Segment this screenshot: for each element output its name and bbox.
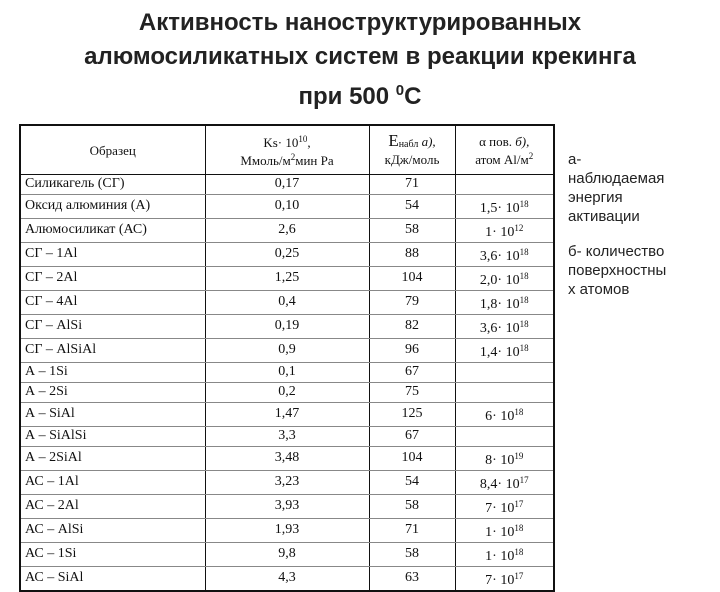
cell-sample: СГ – AlSi <box>20 314 205 338</box>
cell-alpha-mantissa: 8,4· 10 <box>479 476 520 492</box>
cell-ks: 0,4 <box>205 290 369 314</box>
cell-alpha-exponent: 18 <box>514 546 524 557</box>
cell-alpha-exponent: 18 <box>514 406 524 417</box>
cell-alpha <box>455 518 554 542</box>
table-row <box>20 338 554 362</box>
cell-alpha <box>455 566 554 591</box>
footnote-line: наблюдаемая <box>568 170 665 187</box>
cell-alpha-exponent: 18 <box>519 246 529 257</box>
cell-ks: 3,3 <box>205 426 369 446</box>
cell-sample: АС – 2Al <box>20 494 205 518</box>
header-alpha-sub: пов. <box>485 133 513 149</box>
cell-alpha-exponent: 18 <box>519 318 529 329</box>
title-line-1: Активность наноструктурированных <box>138 9 582 36</box>
cell-ks: 2,6 <box>205 218 369 242</box>
cell-e: 63 <box>369 566 455 591</box>
cell-alpha-exponent: 18 <box>519 294 529 305</box>
cell-e: 67 <box>369 426 455 446</box>
header-ks-unit-rest: мин Ра <box>295 153 334 168</box>
cell-ks: 1,47 <box>205 402 369 426</box>
cell-sample: АС – AlSi <box>20 518 205 542</box>
table-row <box>20 382 554 402</box>
title-line-3-sup: 0 <box>395 82 405 99</box>
footnote-line: б- количество <box>568 243 665 260</box>
cell-sample: А – SiAlSi <box>20 426 205 446</box>
cell-sample: СГ – 4Al <box>20 290 205 314</box>
table-row <box>20 314 554 338</box>
cell-alpha-exponent: 12 <box>514 222 524 233</box>
cell-alpha <box>455 382 554 402</box>
header-ks <box>205 125 369 175</box>
cell-ks: 0,2 <box>205 382 369 402</box>
header-ks-main: Ks· 10 <box>263 135 299 150</box>
cell-alpha <box>455 338 554 362</box>
header-ks-unit-exp: 2 <box>290 152 296 162</box>
cell-alpha-mantissa: 1· 10 <box>485 548 515 564</box>
cell-e: 96 <box>369 338 455 362</box>
cell-alpha <box>455 314 554 338</box>
cell-ks: 0,1 <box>205 362 369 382</box>
cell-alpha <box>455 542 554 566</box>
cell-alpha <box>455 402 554 426</box>
table-row <box>20 446 554 470</box>
table-row <box>20 266 554 290</box>
table-row <box>20 542 554 566</box>
cell-sample: А – 1Si <box>20 362 205 382</box>
table-row <box>20 426 554 446</box>
table-row <box>20 566 554 591</box>
table-row <box>20 402 554 426</box>
footnote-line: а- <box>568 151 582 168</box>
footnote-line: х атомов <box>568 281 630 298</box>
cell-ks: 4,3 <box>205 566 369 591</box>
cell-ks: 1,25 <box>205 266 369 290</box>
table-header-row <box>20 125 554 175</box>
cell-sample: А – SiAl <box>20 402 205 426</box>
cell-alpha <box>455 290 554 314</box>
title-line-2: алюмосиликатных систем в реакции крекинга <box>84 43 636 70</box>
cell-sample: А – 2SiAl <box>20 446 205 470</box>
table-row <box>20 470 554 494</box>
cell-e: 104 <box>369 266 455 290</box>
footnotes <box>568 150 718 315</box>
cell-sample: Алюмосиликат (АС) <box>20 218 205 242</box>
header-alpha-letter: α <box>479 133 486 149</box>
cell-alpha-mantissa: 2,0· 10 <box>479 272 520 288</box>
footnote-a <box>568 150 718 226</box>
cell-alpha <box>455 266 554 290</box>
cell-alpha <box>455 446 554 470</box>
header-e <box>369 125 455 175</box>
cell-sample: А – 2Si <box>20 382 205 402</box>
slide-title <box>20 6 700 114</box>
cell-e: 75 <box>369 382 455 402</box>
cell-ks: 3,23 <box>205 470 369 494</box>
cell-alpha-mantissa: 1,4· 10 <box>479 344 520 360</box>
cell-ks: 0,17 <box>205 175 369 195</box>
header-sample-label: Образец <box>89 142 136 158</box>
table-body <box>20 175 554 591</box>
table-row <box>20 494 554 518</box>
footnote-line: энергия <box>568 189 623 206</box>
footnote-line: активации <box>568 208 640 225</box>
cell-e: 71 <box>369 518 455 542</box>
cell-sample: Силикагель (СГ) <box>20 175 205 195</box>
cell-alpha-mantissa: 1,8· 10 <box>479 296 520 312</box>
cell-ks: 1,93 <box>205 518 369 542</box>
table-row <box>20 218 554 242</box>
cell-e: 71 <box>369 175 455 195</box>
cell-alpha-exponent: 18 <box>514 522 524 533</box>
cell-alpha-exponent: 17 <box>514 498 524 509</box>
table-row <box>20 290 554 314</box>
footnote-b <box>568 242 718 299</box>
header-ks-exp: 10 <box>298 134 308 144</box>
table-row <box>20 194 554 218</box>
cell-sample: СГ – 1Al <box>20 242 205 266</box>
cell-alpha-mantissa: 1· 10 <box>485 524 515 540</box>
cell-ks: 0,25 <box>205 242 369 266</box>
cell-e: 82 <box>369 314 455 338</box>
cell-alpha-mantissa: 1· 10 <box>485 224 515 240</box>
header-alpha-unit: атом Al/м <box>475 151 529 167</box>
cell-sample: АС – 1Al <box>20 470 205 494</box>
cell-alpha <box>455 175 554 195</box>
cell-alpha-mantissa: 3,6· 10 <box>479 248 520 264</box>
cell-e: 104 <box>369 446 455 470</box>
header-alpha-unit-exp: 2 <box>528 150 534 161</box>
cell-alpha-mantissa: 6· 10 <box>485 408 515 424</box>
cell-sample: СГ – AlSiAl <box>20 338 205 362</box>
header-ks-unit: Ммоль/м <box>240 153 291 168</box>
cell-e: 79 <box>369 290 455 314</box>
footnote-line: поверхностны <box>568 262 667 279</box>
cell-e: 125 <box>369 402 455 426</box>
cell-alpha <box>455 470 554 494</box>
header-alpha <box>455 125 554 175</box>
cell-alpha-exponent: 18 <box>519 198 529 209</box>
cell-alpha <box>455 426 554 446</box>
cell-sample: АС – SiAl <box>20 566 205 591</box>
table-row <box>20 175 554 195</box>
cell-alpha-exponent: 18 <box>519 342 529 353</box>
title-line-3-prefix: при 500 <box>298 83 396 110</box>
cell-alpha-mantissa: 7· 10 <box>485 500 515 516</box>
cell-alpha <box>455 194 554 218</box>
header-e-note: а), <box>418 134 436 149</box>
cell-alpha-exponent: 19 <box>514 450 524 461</box>
cell-alpha <box>455 242 554 266</box>
cell-ks: 0,19 <box>205 314 369 338</box>
header-alpha-note: б), <box>512 133 530 149</box>
cell-e: 58 <box>369 542 455 566</box>
cell-sample: СГ – 2Al <box>20 266 205 290</box>
header-e-unit: кДж/моль <box>384 152 440 167</box>
table-row <box>20 518 554 542</box>
cell-ks: 9,8 <box>205 542 369 566</box>
cell-e: 88 <box>369 242 455 266</box>
cell-e: 58 <box>369 494 455 518</box>
cell-e: 54 <box>369 470 455 494</box>
cell-alpha-mantissa: 1,5· 10 <box>479 200 520 216</box>
cell-alpha-mantissa: 3,6· 10 <box>479 320 520 336</box>
title-line-3-suffix: С <box>404 83 422 110</box>
catalyst-activity-table <box>19 124 555 592</box>
cell-ks: 0,9 <box>205 338 369 362</box>
cell-sample: Оксид алюминия (А) <box>20 194 205 218</box>
cell-e: 58 <box>369 218 455 242</box>
cell-alpha <box>455 218 554 242</box>
cell-ks: 0,10 <box>205 194 369 218</box>
cell-alpha-mantissa: 7· 10 <box>485 572 515 588</box>
cell-alpha-exponent: 18 <box>519 270 529 281</box>
header-e-letter: E <box>388 131 399 150</box>
header-ks-comma: , <box>307 135 311 150</box>
cell-sample: АС – 1Si <box>20 542 205 566</box>
cell-ks: 3,48 <box>205 446 369 470</box>
header-sample <box>20 125 205 175</box>
cell-alpha <box>455 362 554 382</box>
header-e-sub: набл <box>398 139 419 150</box>
table-row <box>20 242 554 266</box>
cell-alpha-mantissa: 8· 10 <box>485 452 515 468</box>
table-row <box>20 362 554 382</box>
title-line-3 <box>20 74 700 114</box>
cell-e: 67 <box>369 362 455 382</box>
cell-alpha-exponent: 17 <box>519 474 529 485</box>
cell-alpha-exponent: 17 <box>514 570 524 581</box>
cell-ks: 3,93 <box>205 494 369 518</box>
cell-alpha <box>455 494 554 518</box>
cell-e: 54 <box>369 194 455 218</box>
